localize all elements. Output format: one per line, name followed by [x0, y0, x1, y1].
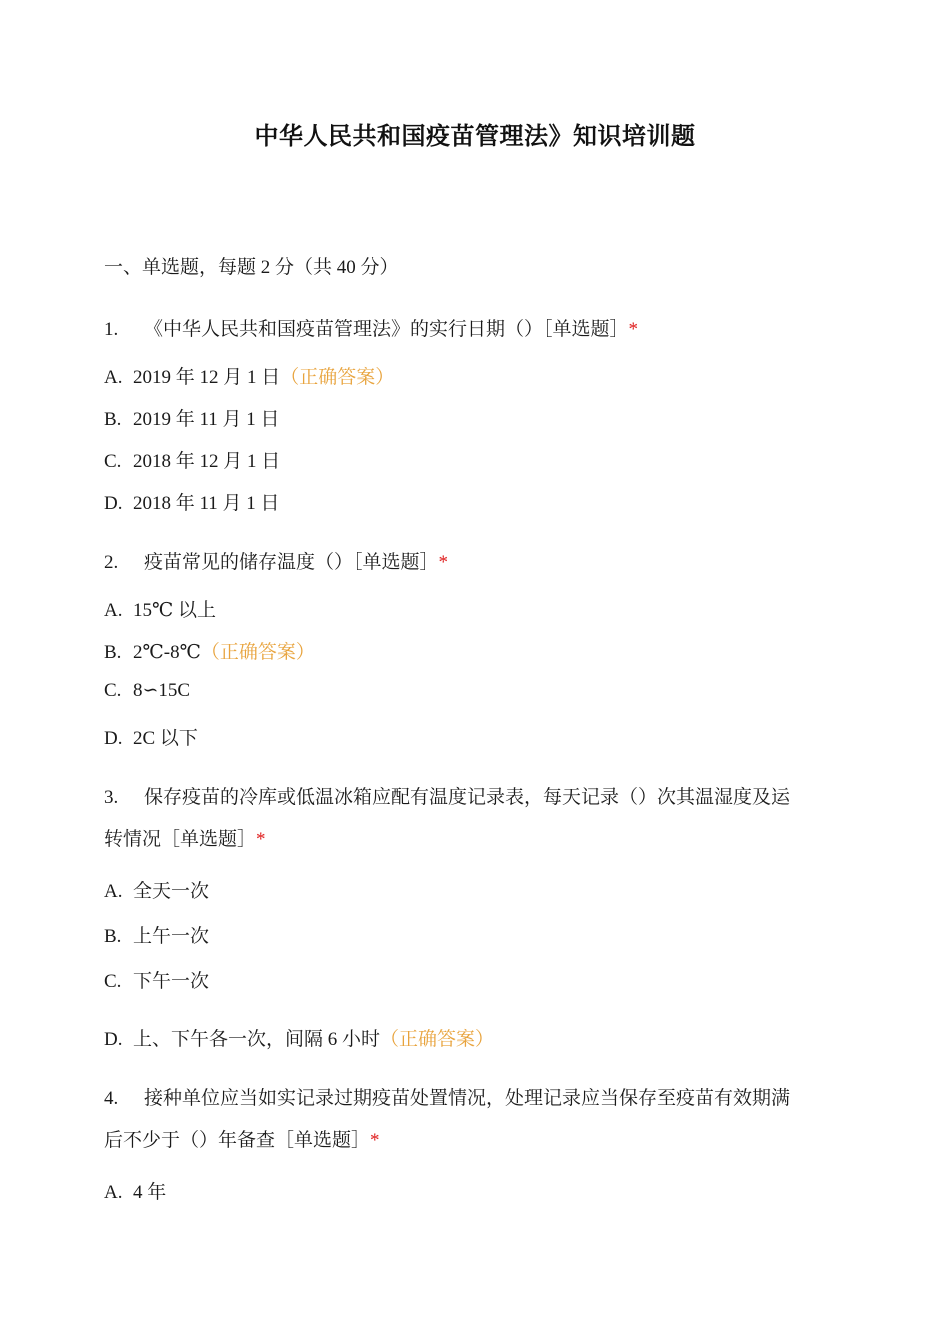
option-letter: D. — [104, 728, 123, 749]
option-text: 4 年 — [133, 1182, 167, 1203]
option-letter: A. — [104, 1182, 123, 1203]
question-text-line2: 后不少于（）年备查［单选题］ — [104, 1130, 371, 1151]
option-2b[interactable] — [104, 637, 315, 664]
option-3d[interactable] — [104, 1024, 494, 1051]
option-text: 2℃-8℃ — [133, 642, 201, 663]
option-letter: B. — [104, 642, 122, 663]
required-mark: * — [256, 829, 266, 850]
option-text: 2018 年 11 月 1 日 — [133, 493, 280, 514]
option-letter: B. — [104, 926, 122, 947]
option-text: 2018 年 12 月 1 日 — [133, 451, 281, 472]
question-4 — [104, 1083, 790, 1110]
question-number: 2. — [104, 552, 119, 573]
option-2d[interactable] — [104, 723, 198, 750]
question-1 — [104, 314, 638, 341]
option-letter: B. — [104, 409, 122, 430]
question-4-continued — [104, 1125, 380, 1152]
section-heading: 一、单选题，每题 2 分（共 40 分） — [104, 257, 399, 278]
option-letter: C. — [104, 451, 122, 472]
option-letter: A. — [104, 367, 123, 388]
option-3b[interactable] — [104, 921, 209, 948]
option-1d[interactable] — [104, 488, 280, 515]
page-title: 中华人民共和国疫苗管理法》知识培训题 — [254, 122, 696, 150]
option-letter: C. — [104, 971, 122, 992]
option-text: 15℃ 以上 — [133, 600, 217, 621]
question-2 — [104, 547, 448, 574]
question-number: 4. — [104, 1088, 119, 1109]
question-text-line1: 接种单位应当如实记录过期疫苗处置情况，处理记录应当保存至疫苗有效期满 — [144, 1088, 791, 1109]
option-4a[interactable] — [104, 1177, 166, 1204]
question-number: 1. — [104, 319, 119, 340]
correct-answer-label: （正确答案） — [380, 1029, 495, 1050]
option-1b[interactable] — [104, 404, 280, 431]
option-text: 2019 年 11 月 1 日 — [133, 409, 280, 430]
question-3 — [104, 782, 790, 809]
option-text: 2C 以下 — [133, 728, 198, 749]
option-1a[interactable] — [104, 362, 394, 389]
question-3-continued — [104, 824, 266, 851]
option-letter: D. — [104, 493, 123, 514]
option-text: 2019 年 12 月 1 日 — [133, 367, 281, 388]
option-2c[interactable] — [104, 679, 190, 702]
option-text: 上午一次 — [133, 926, 210, 947]
option-text: 下午一次 — [133, 971, 210, 992]
option-letter: A. — [104, 600, 123, 621]
question-number: 3. — [104, 787, 119, 808]
question-text: 疫苗常见的储存温度（）［单选题］ — [144, 552, 439, 573]
option-letter: A. — [104, 881, 123, 902]
option-letter: D. — [104, 1029, 123, 1050]
option-text: 8∽15C — [133, 680, 191, 701]
question-text-line2: 转情况［单选题］ — [104, 829, 257, 850]
correct-answer-label: （正确答案） — [280, 367, 395, 388]
option-letter: C. — [104, 680, 122, 701]
option-text: 上、下午各一次，间隔 6 小时 — [133, 1029, 381, 1050]
option-1c[interactable] — [104, 446, 280, 473]
question-text: 《中华人民共和国疫苗管理法》的实行日期（）［单选题］ — [144, 319, 629, 340]
option-text: 全天一次 — [133, 881, 210, 902]
required-mark: * — [628, 319, 639, 340]
option-3c[interactable] — [104, 966, 209, 993]
option-3a[interactable] — [104, 876, 209, 903]
question-text-line1: 保存疫苗的冷库或低温冰箱应配有温度记录表，每天记录（）次其温湿度及运 — [144, 787, 791, 808]
correct-answer-label: （正确答案） — [200, 642, 315, 663]
option-2a[interactable] — [104, 595, 216, 622]
required-mark: * — [438, 552, 449, 573]
required-mark: * — [370, 1130, 380, 1151]
